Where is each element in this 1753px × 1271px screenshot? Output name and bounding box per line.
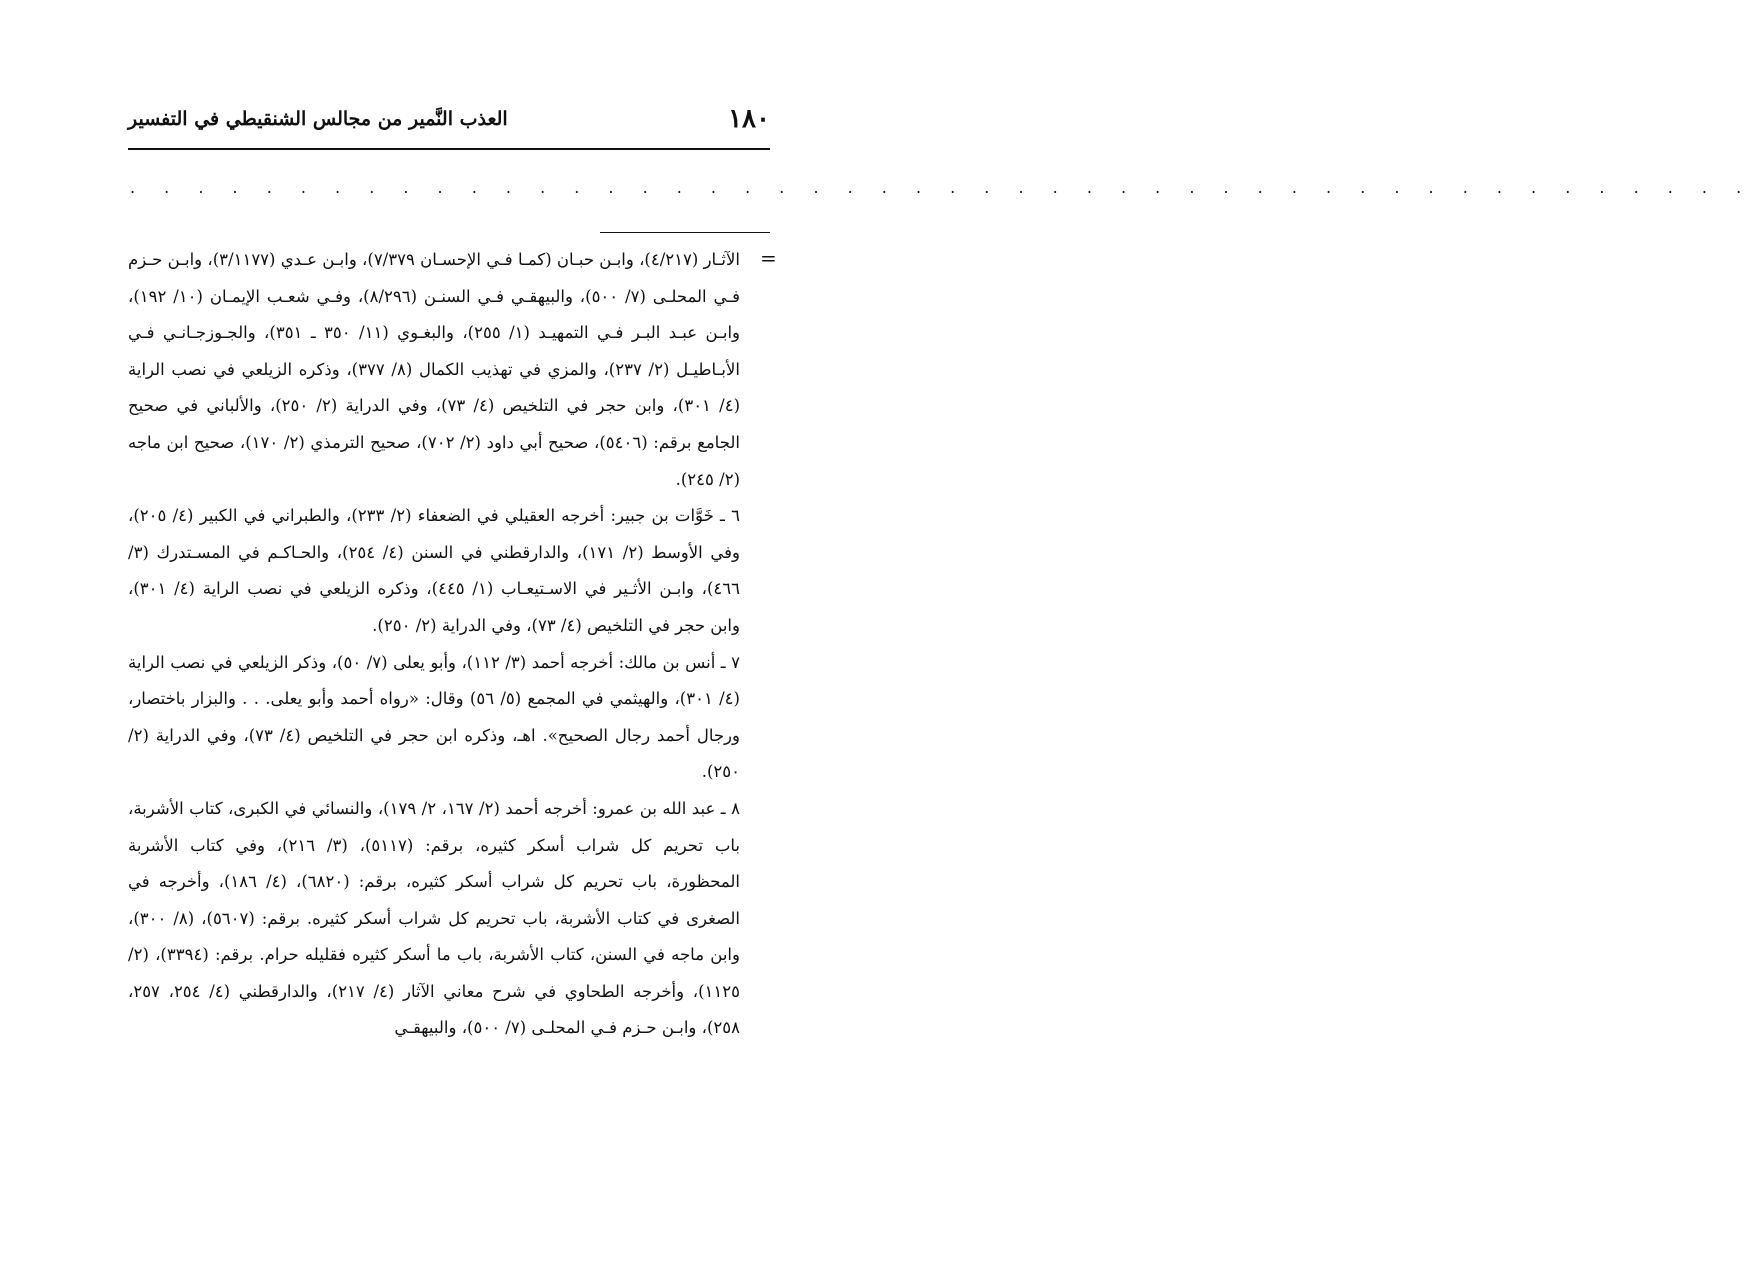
footnote-6: ٦ ـ خَوَّات بن جبير: أخرجه العقيلي في الضعفاء (٢/ ٢٣٣)، والطبراني في الكبير (٤/ ٢٠٥)، وفي الأوسط (٢/ ١٧١)، والدارقطني في السنن (٤/ ٢٥٤)، والحـاكـم في المسـتدرك (٣/ ٤٦٦)، وابـن الأثـير في الاسـتيعـاب (١/ ٤٤٥)، وذكره الزيلعي في نصب الراية (٤/ ٣٠١)، وابن حجر في التلخيص (٤/ ٧٣)، وفي الدراية (٢/ ٢٥٠). — [128, 506, 741, 635]
footnote-8: ٨ ـ عبد الله بن عمرو: أخرجه أحمد (٢/ ١٦٧، ٢/ ١٧٩)، والنسائي في الكبرى، كتاب الأشربة، باب تحريم كل شراب أسكر كثيره، برقم: (٥١١٧)، (٣/ ٢١٦)، وفي كتاب الأشربة المحظورة، باب تحريم كل شراب أسكر كثيره، برقم: (٦٨٢٠)، (٤/ ١٨٦)، وأخرجه في الصغرى في كتاب الأشربة، باب تحريم كل شراب أسكر كثيره. برقم: (٥٦٠٧)، (٨/ ٣٠٠)، وابن ماجه في السنن، كتاب الأشربة، باب ما أسكر كثيره فقليله حرام. برقم: (٣٣٩٤)، (٢/ ١١٢٥)، وأخرجه الطحاوي في شرح معاني الآثار (٤/ ٢١٧)، والدارقطني (٤/ ٢٥٤، ٢٥٧، ٢٥٨)، وابـن حـزم فـي المحلـى (٧/ ٥٠٠)، والبيهقـي — [128, 798, 741, 1038]
footnotes — [128, 242, 740, 1047]
footnote-rule — [600, 232, 770, 233]
running-header — [128, 100, 770, 148]
footnote-continued: الآثـار (٤/٢١٧)، وابـن حبـان (كمـا فـي الإحسـان ٧/٣٧٩)، وابـن عـدي (٣/١١٧٧)، وابـن حـزم فـي المحلـى (٧/ ٥٠٠)، والبيهقـي فـي السنـن (٨/٢٩٦)، وفـي شعـب الإيمـان (١٠/ ١٩٢)، وابـن عبـد البـر فـي التمهيـد (١/ ٢٥٥)، والبغـوي (١١/ ٣٥٠ ـ ٣٥١)، والجـوزجـانـي فـي الأبـاطيـل (٢/ ٢٣٧)، والمزي في تهذيب الكمال (٨/ ٣٧٧)، وذكره الزيلعي في نصب الراية (٤/ ٣٠١)، وابن حجر في التلخيص (٤/ ٧٣)، وفي الدراية (٢/ ٢٥٠)، والألباني في صحيح الجامع برقم: (٥٤٠٦)، صحيح أبي داود (٢/ ٧٠٢)، صحيح الترمذي (٢/ ١٧٠)، صحيح ابن ماجه (٢/ ٢٤٥). — [128, 250, 741, 489]
separator-dots: . . . . . . . . . . . . . . . . . . . . . . . . . . . . . . . . . . . . . . . . . . . . . . . . — [130, 178, 1753, 197]
continuation-mark: = — [760, 246, 777, 270]
header-rule — [128, 148, 770, 150]
book-title: العذب النَّمير من مجالس الشنقيطي في التفسير — [128, 108, 508, 130]
footnote-7: ٧ ـ أنس بن مالك: أخرجه أحمد (٣/ ١١٢)، وأبو يعلى (٧/ ٥٠)، وذكر الزيلعي في نصب الراية (٤/ ٣٠١)، والهيثمي في المجمع (٥/ ٥٦) وقال: «رواه أحمد وأبو يعلى. . . والبزار باختصار، ورجال أحمد رجال الصحيح». اهـ، وذكره ابن حجر في التلخيص (٤/ ٧٣)، وفي الدراية (٢/ ٢٥٠). — [128, 652, 740, 782]
page-number: ١٨٠ — [728, 104, 770, 134]
